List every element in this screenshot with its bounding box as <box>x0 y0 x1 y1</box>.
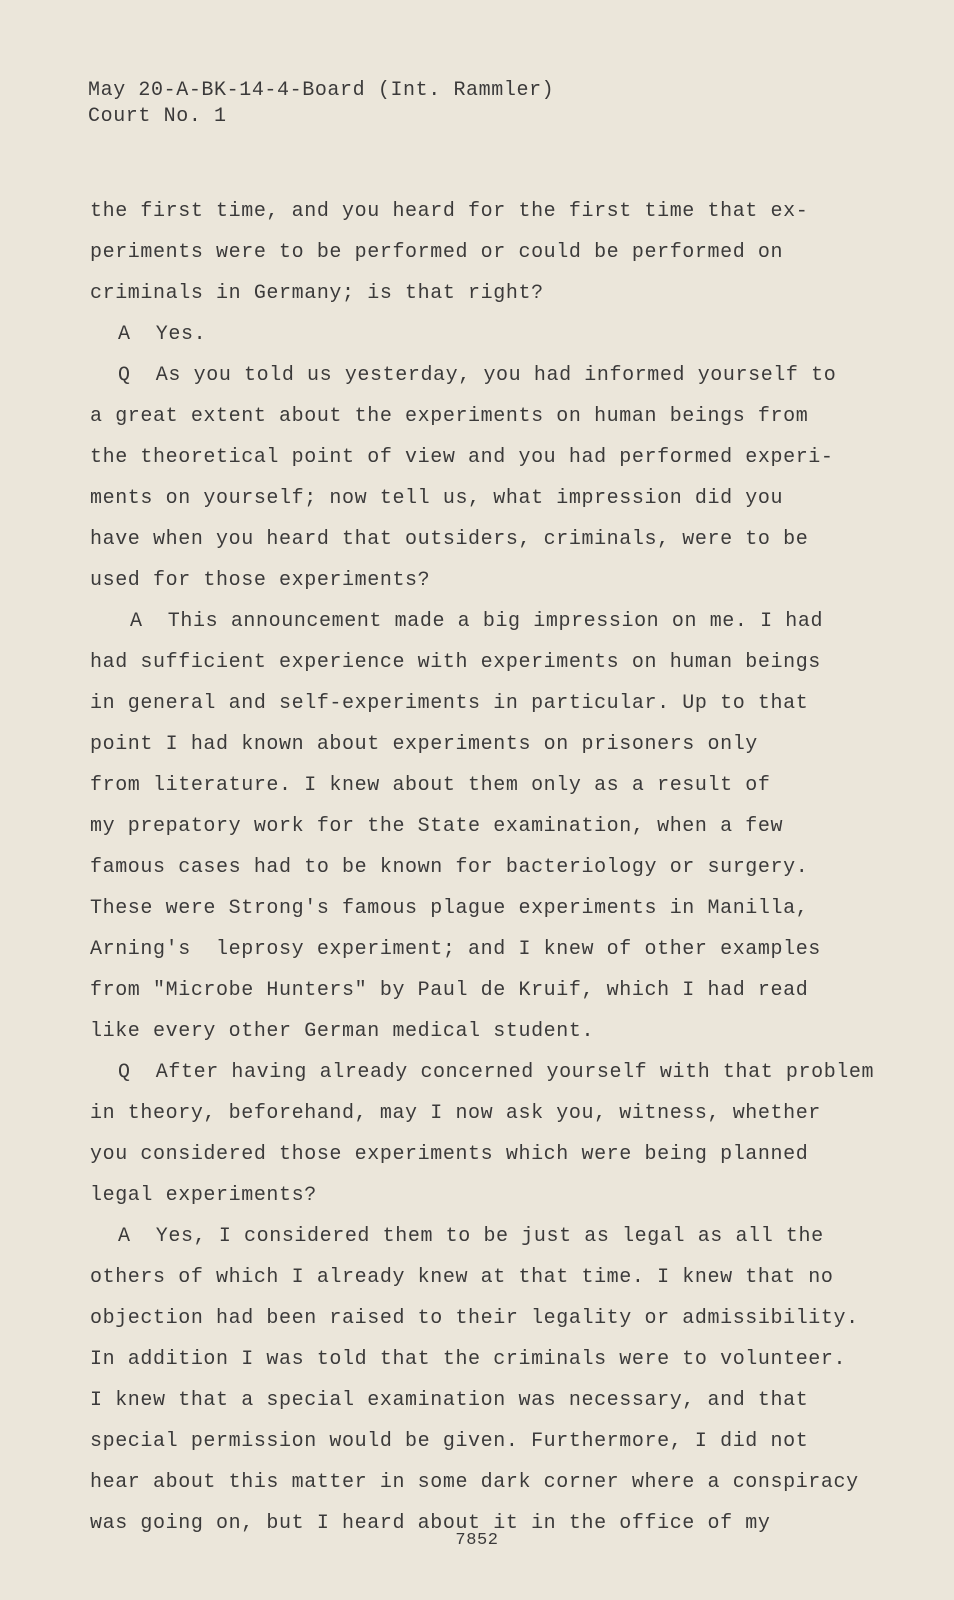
text-line: legal experiments? <box>90 1184 317 1207</box>
text-line: These were Strong's famous plague experiments in Manilla, <box>90 897 809 920</box>
text-line: was going on, but I heard about it in the office of my <box>90 1512 771 1535</box>
text-line: famous cases had to be known for bacteriology or surgery. <box>90 856 809 879</box>
text-line: used for those experiments? <box>90 569 431 592</box>
text-line: In addition I was told that the criminals were to volunteer. <box>90 1348 847 1371</box>
text-line: ments on yourself; now tell us, what impression did you <box>90 487 784 510</box>
text-line: my prepatory work for the State examination, when a few <box>90 815 784 838</box>
text-line: like every other German medical student. <box>90 1020 595 1043</box>
text-line: a great extent about the experiments on human beings from <box>90 405 809 428</box>
text-line: had sufficient experience with experiments on human beings <box>90 651 821 674</box>
text-line: the theoretical point of view and you had performed experi- <box>90 446 834 469</box>
question-line: Q After having already concerned yourself with that problem <box>118 1061 875 1084</box>
question-line: Q As you told us yesterday, you had informed yourself to <box>118 364 837 387</box>
text-line: from literature. I knew about them only as a result of <box>90 774 771 797</box>
text-line: special permission would be given. Furthermore, I did not <box>90 1430 809 1453</box>
answer-line: A Yes, I considered them to be just as legal as all the <box>118 1225 824 1248</box>
text-line: Arning's leprosy experiment; and I knew of other examples <box>90 938 821 961</box>
text-line: criminals in Germany; is that right? <box>90 282 544 305</box>
text-line: I knew that a special examination was necessary, and that <box>90 1389 809 1412</box>
text-line: the first time, and you heard for the first time that ex- <box>90 200 809 223</box>
text-line: others of which I already knew at that time. I knew that no <box>90 1266 834 1289</box>
text-line: you considered those experiments which were being planned <box>90 1143 809 1166</box>
page-number: 7852 <box>455 1531 499 1550</box>
text-line: hear about this matter in some dark corner where a conspiracy <box>90 1471 859 1494</box>
text-line: from "Microbe Hunters" by Paul de Kruif, which I had read <box>90 979 809 1002</box>
text-line: in theory, beforehand, may I now ask you, witness, whether <box>90 1102 821 1125</box>
document-header <box>88 78 554 130</box>
answer-line: A This announcement made a big impression on me. I had <box>130 610 824 633</box>
answer-line: A Yes. <box>118 323 207 346</box>
text-line: periments were to be performed or could be performed on <box>90 241 784 264</box>
header-session-line: May 20-A-BK-14-4-Board (Int. Rammler) <box>88 79 555 102</box>
header-court-line: Court No. 1 <box>88 105 227 128</box>
text-line: point I had known about experiments on prisoners only <box>90 733 758 756</box>
text-line: objection had been raised to their legality or admissibility. <box>90 1307 859 1330</box>
text-line: in general and self-experiments in particular. Up to that <box>90 692 809 715</box>
text-line: have when you heard that outsiders, criminals, were to be <box>90 528 809 551</box>
